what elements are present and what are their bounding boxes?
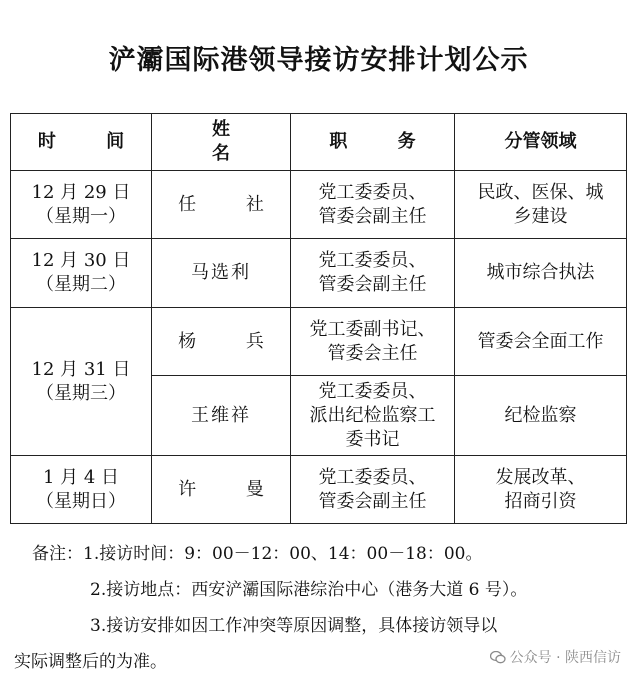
field-cell: 纪检监察	[455, 376, 627, 456]
table-row	[11, 171, 627, 239]
table-header-row	[11, 114, 627, 171]
date-cell: 12 月 30 日 （星期二）	[11, 239, 152, 308]
position-cell: 党工委副书记、 管委会主任	[291, 308, 455, 376]
field-cell: 发展改革、 招商引资	[455, 456, 627, 524]
field-cell: 民政、医保、城 乡建设	[455, 171, 627, 239]
note-location: 2.接访地点：西安浐灞国际港综治中心（港务大道 6 号）。	[90, 580, 528, 600]
schedule-table	[10, 113, 627, 524]
position-cell: 党工委委员、 派出纪检监察工 委书记	[291, 376, 455, 456]
page-title: 浐灞国际港领导接访安排计划公示	[108, 45, 529, 76]
field-cell: 城市综合执法	[455, 239, 627, 308]
wechat-icon	[490, 651, 506, 664]
position-cell: 党工委委员、 管委会副主任	[291, 171, 455, 239]
header-time: 时 间	[11, 114, 152, 171]
date-cell: 12 月 31 日 （星期三）	[11, 308, 152, 456]
date-cell: 12 月 29 日 （星期一）	[11, 171, 152, 239]
field-cell: 管委会全面工作	[455, 308, 627, 376]
note-adjustment: 3.接访安排如因工作冲突等原因调整，具体接访领导以	[90, 616, 498, 636]
table-row	[11, 239, 627, 308]
name-cell: 杨 兵	[152, 308, 291, 376]
position-cell: 党工委委员、 管委会副主任	[291, 456, 455, 524]
table-row	[11, 456, 627, 524]
watermark-text: 公众号 · 陕西信访	[509, 650, 621, 666]
note-time: 备注：1.接访时间：9：00－12：00、14：00－18：00。	[32, 544, 483, 564]
header-name: 姓 名	[152, 114, 291, 171]
header-field: 分管领域	[455, 114, 627, 171]
name-cell: 马选利	[152, 239, 291, 308]
table-row	[11, 308, 627, 376]
position-cell: 党工委委员、 管委会副主任	[291, 239, 455, 308]
date-cell: 1 月 4 日 （星期日）	[11, 456, 152, 524]
note-adjustment-cont: 实际调整后的为准。	[14, 652, 167, 672]
name-cell: 王维祥	[152, 376, 291, 456]
watermark	[490, 647, 621, 667]
name-cell: 许 曼	[152, 456, 291, 524]
name-cell: 任 社	[152, 171, 291, 239]
header-position: 职 务	[291, 114, 455, 171]
